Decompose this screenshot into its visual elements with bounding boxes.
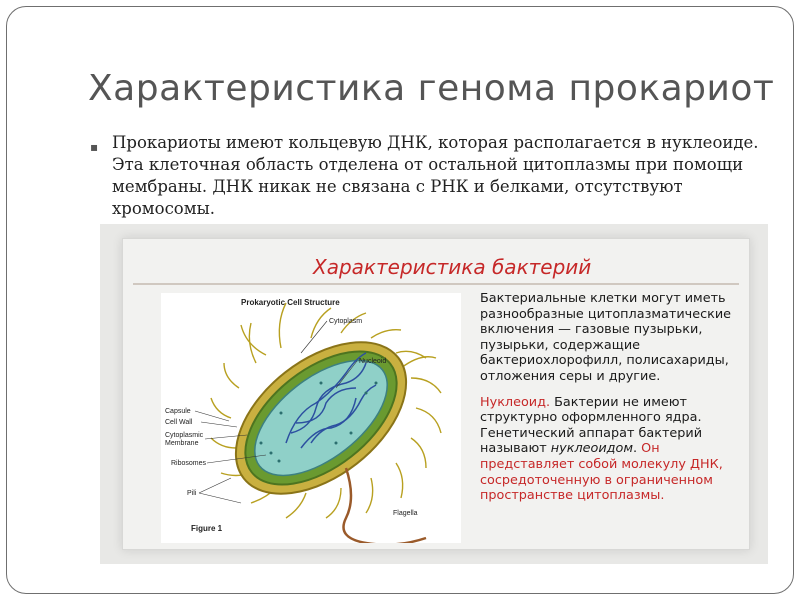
prokaryotic-cell-diagram xyxy=(161,293,461,543)
bullet-icon: ▪ xyxy=(90,140,99,154)
label-ribosomes: Ribosomes xyxy=(171,460,207,467)
nucleoid-text-2: . xyxy=(633,441,642,457)
diagram-heading: Prokaryotic Cell Structure xyxy=(241,298,340,307)
label-pili: Pili xyxy=(187,490,197,497)
label-capsule: Capsule xyxy=(165,408,191,415)
figure-label: Figure 1 xyxy=(191,524,223,533)
figure-description xyxy=(480,291,750,514)
label-cell-wall: Cell Wall xyxy=(165,419,193,426)
nucleoid-text-1: Бактерии не имеют структурно оформленного ядра. Генетический аппарат бактерий называют xyxy=(480,394,703,457)
nucleoid-italic: нуклеоидом xyxy=(550,441,633,457)
cell-illustration xyxy=(161,293,461,543)
nucleoid-term: Нуклеоид. xyxy=(480,394,551,410)
flagellum xyxy=(344,468,427,543)
nucleoid-paragraph xyxy=(480,395,750,504)
figure-card xyxy=(122,238,750,550)
nucleoid-red-tail: Он представляет собой молекулу ДНК, сосредоточенную в ограниченном пространстве цитоплазмы. xyxy=(480,441,723,504)
label-flagella: Flagella xyxy=(393,510,418,517)
label-cytoplasmic-membrane-2: Membrane xyxy=(165,440,199,447)
label-nucleoid: Nucleoid xyxy=(359,358,387,365)
figure-title: Характеристика бактерий xyxy=(313,255,592,279)
label-cytoplasmic-membrane-1: Cytoplasmic xyxy=(165,432,204,439)
bullet-text: Прокариоты имеют кольцевую ДНК, которая располагается в нуклеоиде. Эта клеточная область отделена от остальной цитоплазмы при помощи мембраны. ДНК никак не связана с РНК и белками, отсутствуют хромосомы. xyxy=(112,133,759,218)
label-cytoplasm: Cytoplasm xyxy=(329,318,363,325)
bacteria-figure xyxy=(100,224,768,564)
slide-title: Характеристика генома прокариот xyxy=(88,68,775,109)
inclusions-paragraph: Бактериальные клетки могут иметь разнообразные цитоплазматические включения — газовые пузырьки, пузырьки, содержащие бактериохлорофилл, полисахариды, отложения серы и другие. xyxy=(480,291,732,384)
figure-divider xyxy=(133,283,739,285)
